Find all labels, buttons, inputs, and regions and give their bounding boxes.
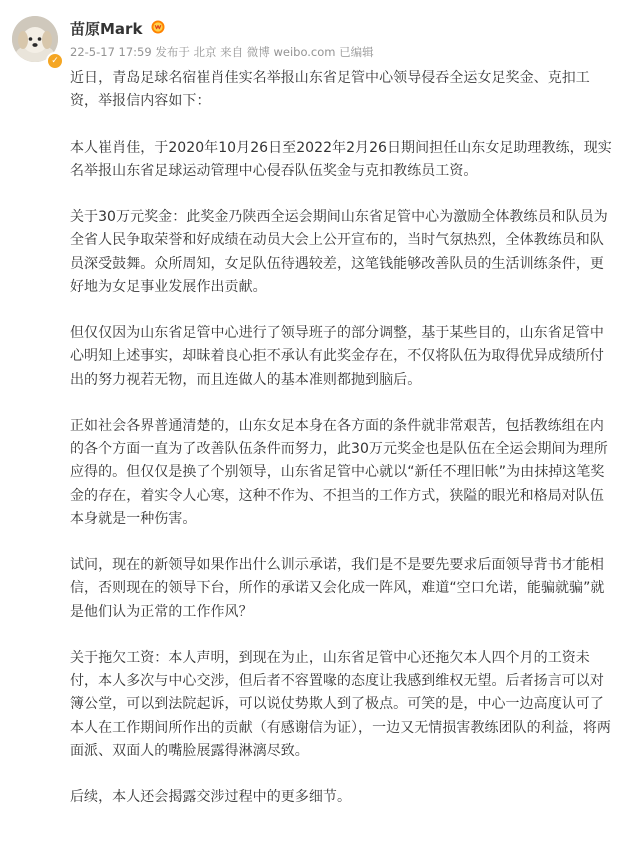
post-paragraph-8: 后续，本人还会揭露交涉过程中的更多细节。 [70,789,351,806]
post-paragraph-1: 近日，青岛足球名宿崔肖佳实名举报山东省足管中心领导侵吞全运女足奖金、克扣工资，举报信内容如下： [70,70,590,110]
post-content [70,67,616,809]
post-paragraph-7: 关于拖欠工资：本人声明，到现在为止，山东省足管中心还拖欠本人四个月的工资未付，本人多次与中心交涉，但后者不容置喙的态度让我感到维权无望。后者扬言可以对簿公堂，可以到法院起诉，可以说仗势欺人到了极点。可笑的是，中心一边高度认可了本人在工作期间所作出的贡献（有感谢信为证），一边又无情损害教练团队的利益，将两面派、双面人的嘴脸展露得淋漓尽致。 [70,649,611,759]
verified-badge-icon: ✓ [46,52,64,70]
post-paragraph-5: 正如社会各界普通清楚的，山东女足本身在各方面的条件就非常艰苦，包括教练组在内的各个方面一直为了改善队伍条件而努力，此30万元奖金也是队伍在全运会期间为理所应得的。但仅仅是换了个别领导，山东省足管中心就以“新任不理旧帐”为由抹掉这笔奖金的存在，着实令人心寒，这种不作为、不担当的工作方式，狭隘的眼光和格局对队伍本身就是一种伤害。 [70,417,608,527]
post-paragraph-6: 试问，现在的新领导如果作出什么训示承诺，我们是不是要先要求后面领导背书才能相信，否则现在的领导下台，所作的承诺又会化成一阵风，难道“空口允诺，能骗就骗”就是他们认为正常的工作作风？ [70,557,605,620]
edited-label[interactable]: 已编辑 [339,45,374,59]
post-paragraph-3: 关于30万元奖金：此奖金乃陕西全运会期间山东省足管中心为激励全体教练员和队员为全省人民争取荣誉和好成绩在动员大会上公开宣布的，当时气氛热烈，全体教练员和队员深受鼓舞。众所周知，女足队伍待遇较差，这笔钱能够改善队员的生活训练条件，更好地为女足事业发展作出贡献。 [70,209,608,295]
post-location: 发布于 北京 [155,45,217,59]
post-paragraph-4: 但仅仅因为山东省足管中心进行了领导班子的部分调整，基于某些目的，山东省足管中心明知上述事实，却昧着良心拒不承认有此奖金存在，不仅将队伍为取得优异成绩所付出的努力视若无物，而且连做人的基本准则都抛到脑后。 [70,325,604,388]
author-name[interactable]: 苗原Mark [70,20,143,38]
author-name-row [70,18,165,41]
vip-member-icon[interactable] [151,18,165,40]
post-meta [70,44,374,60]
post-paragraph-2: 本人崔肖佳，于2020年10月26日至2022年2月26日期间担任山东女足助理教练，现实名举报山东省足球运动管理中心侵吞队伍奖金与克扣教练员工资。 [70,139,612,179]
post-time[interactable]: 22-5-17 17:59 [70,45,152,59]
post-header [12,16,615,72]
post-source[interactable]: 来自 微博 weibo.com [220,45,336,59]
